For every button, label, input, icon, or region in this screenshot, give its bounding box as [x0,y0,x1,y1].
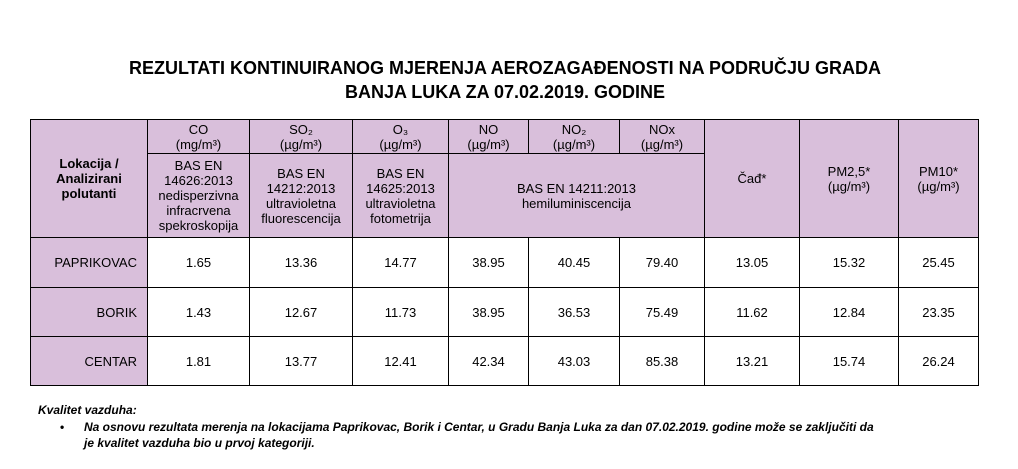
title-line-1: REZULTATI KONTINUIRANOG MJERENJA AEROZAGAĐENOSTI NA PODRUČJU GRADA [128,58,881,78]
method-nitrogen-oxides: BAS EN 14211:2013 hemiluminiscencija [449,154,705,238]
value-cell: 15.32 [800,238,899,288]
value-cell: 25.45 [899,238,979,288]
location-cell: PAPRIKOVAC [31,238,148,288]
location-cell: BORIK [31,288,148,337]
value-cell: 13.05 [705,238,800,288]
header-no: NO (µg/m³) [449,120,529,154]
header-nox: NOx (µg/m³) [620,120,705,154]
value-cell: 12.67 [250,288,353,337]
value-cell: 14.77 [353,238,449,288]
value-cell: 1.81 [148,337,250,386]
location-header: Lokacija / Analizirani polutanti [31,120,148,238]
table-row [31,238,979,288]
header-no2: NO₂ (µg/m³) [529,120,620,154]
value-cell: 12.41 [353,337,449,386]
value-cell: 42.34 [449,337,529,386]
value-cell: 12.84 [800,288,899,337]
value-cell: 13.36 [250,238,353,288]
method-o3: BAS EN 14625:2013 ultravioletna fotometrija [353,154,449,238]
method-co: BAS EN 14626:2013 nedisperzivna infracrvena spekroskopija [148,154,250,238]
header-cad: Čađ* [705,120,800,238]
table-row [31,288,979,337]
value-cell: 75.49 [620,288,705,337]
value-cell: 13.77 [250,337,353,386]
value-cell: 13.21 [705,337,800,386]
note-line-1: Na osnovu rezultata merenja na lokacijama Paprikovac, Borik i Centar, u Gradu Banja Luka za dan 07.02.2019. godine može se zaključiti da [84,420,874,434]
bullet-icon: • [60,420,65,434]
value-cell: 40.45 [529,238,620,288]
value-cell: 38.95 [449,238,529,288]
value-cell: 11.73 [353,288,449,337]
location-cell: CENTAR [31,337,148,386]
note-heading: Kvalitet vazduha: [38,403,137,417]
note-line-2: je kvalitet vazduha bio u prvoj kategoriji. [84,436,315,450]
value-cell: 23.35 [899,288,979,337]
value-cell: 1.43 [148,288,250,337]
value-cell: 79.40 [620,238,705,288]
air-quality-note [38,402,988,451]
header-o3: O₃ (µg/m³) [353,120,449,154]
header-pm10: PM10* (µg/m³) [899,120,979,238]
header-pm25: PM2,5* (µg/m³) [800,120,899,238]
value-cell: 15.74 [800,337,899,386]
value-cell: 1.65 [148,238,250,288]
page-title [0,56,1010,104]
value-cell: 26.24 [899,337,979,386]
method-so2: BAS EN 14212:2013 ultravioletna fluorescencija [250,154,353,238]
value-cell: 38.95 [449,288,529,337]
header-co: CO (mg/m³) [148,120,250,154]
header-so2: SO₂ (µg/m³) [250,120,353,154]
value-cell: 85.38 [620,337,705,386]
value-cell: 36.53 [529,288,620,337]
value-cell: 11.62 [705,288,800,337]
value-cell: 43.03 [529,337,620,386]
results-table [30,119,979,386]
table-row [31,337,979,386]
title-line-2: BANJA LUKA ZA 07.02.2019. GODINE [344,82,666,102]
